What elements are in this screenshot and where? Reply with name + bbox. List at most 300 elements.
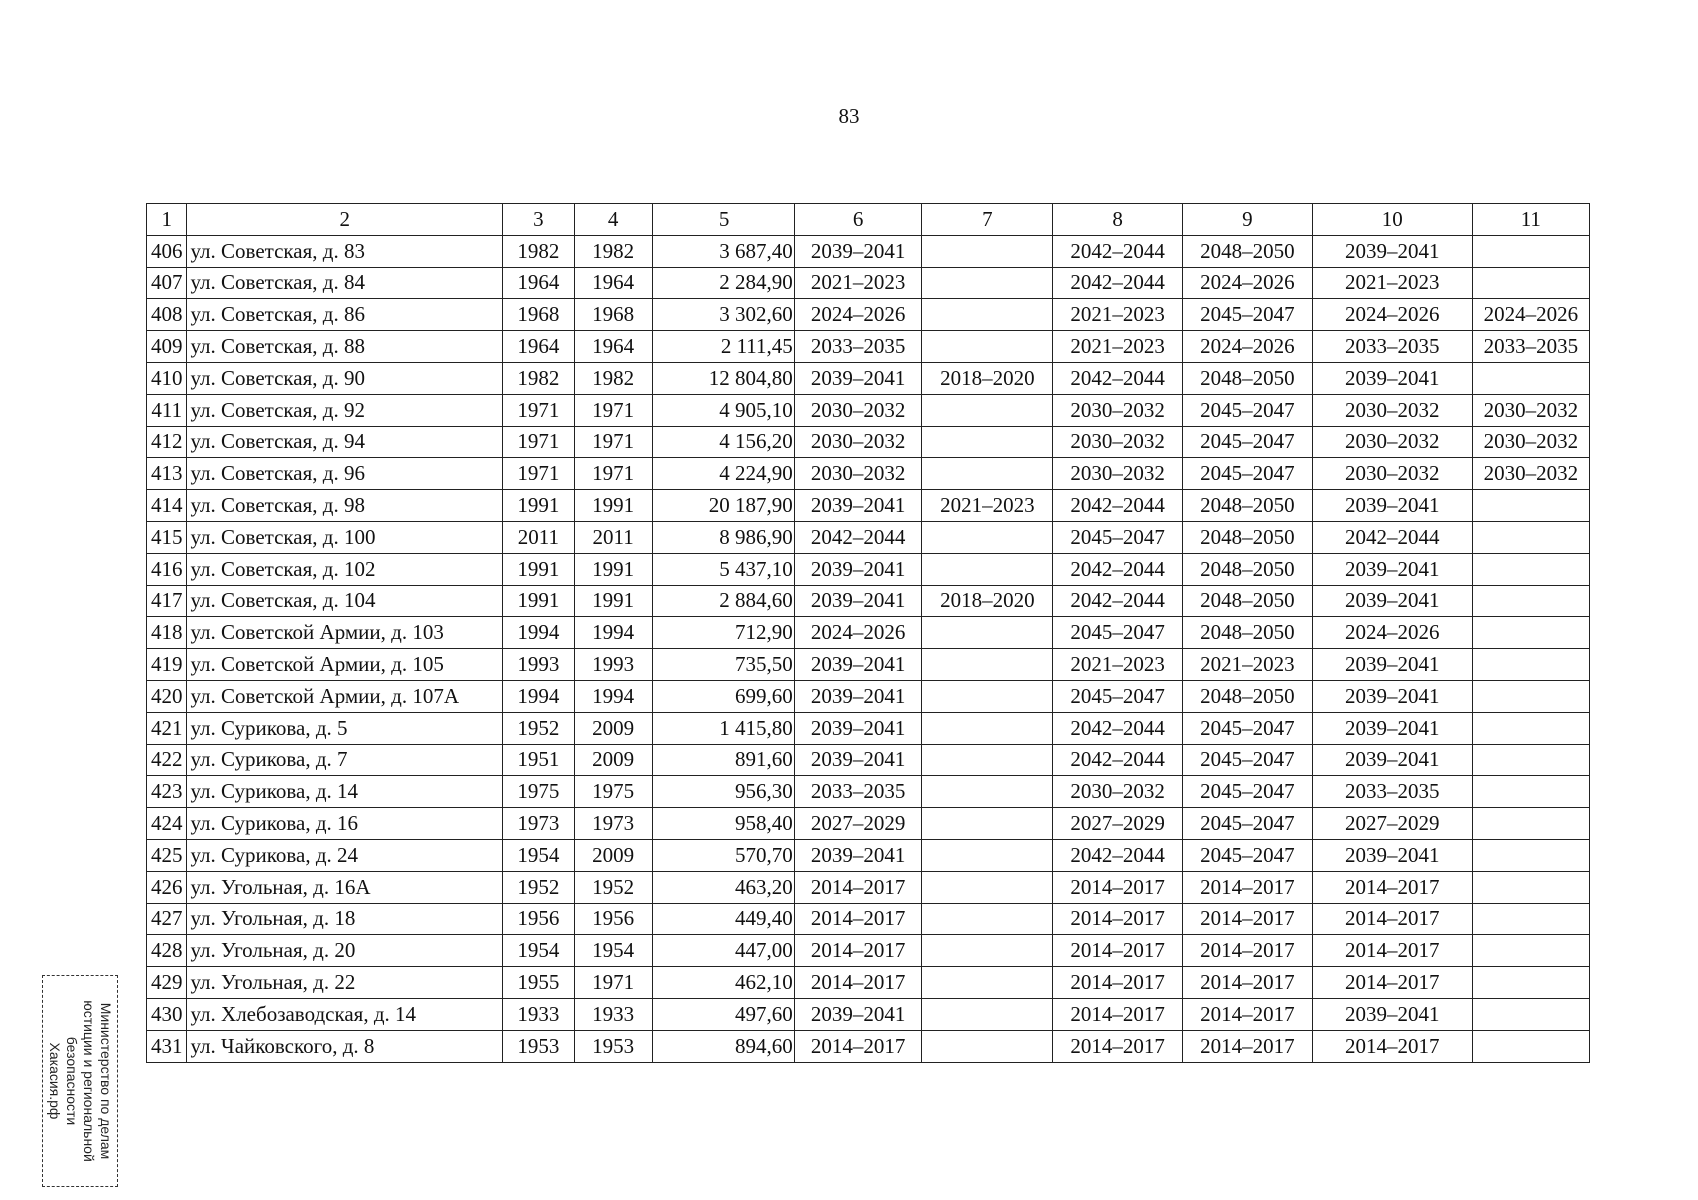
cell-period-col6: 2042–2044	[794, 521, 922, 553]
column-header: 8	[1053, 204, 1183, 236]
table-row	[147, 903, 1590, 935]
cell-row-number: 409	[147, 331, 187, 363]
cell-area: 2 884,60	[652, 585, 794, 617]
cell-period-col10: 2030–2032	[1312, 458, 1472, 490]
cell-period-col11	[1472, 967, 1589, 999]
cell-row-number: 407	[147, 267, 187, 299]
cell-period-col10: 2033–2035	[1312, 331, 1472, 363]
cell-period-col10: 2030–2032	[1312, 426, 1472, 458]
cell-row-number: 428	[147, 935, 187, 967]
cell-period-col11: 2030–2032	[1472, 426, 1589, 458]
cell-period-col9: 2014–2017	[1183, 935, 1313, 967]
cell-year-built: 1991	[503, 553, 575, 585]
cell-period-col11	[1472, 935, 1589, 967]
cell-year-renovated: 1975	[574, 776, 652, 808]
cell-period-col8: 2014–2017	[1053, 1030, 1183, 1062]
cell-year-renovated: 2009	[574, 712, 652, 744]
cell-period-col11	[1472, 267, 1589, 299]
stamp-line: безопасности	[64, 1036, 80, 1126]
cell-area: 2 111,45	[652, 331, 794, 363]
cell-period-col9: 2045–2047	[1183, 839, 1313, 871]
cell-year-built: 1993	[503, 649, 575, 681]
cell-period-col10: 2014–2017	[1312, 871, 1472, 903]
cell-year-renovated: 1956	[574, 903, 652, 935]
table-row	[147, 967, 1590, 999]
cell-period-col8: 2042–2044	[1053, 839, 1183, 871]
cell-period-col6: 2039–2041	[794, 585, 922, 617]
cell-area: 447,00	[652, 935, 794, 967]
cell-area: 3 687,40	[652, 235, 794, 267]
cell-period-col9: 2048–2050	[1183, 680, 1313, 712]
cell-period-col8: 2045–2047	[1053, 521, 1183, 553]
cell-period-col7	[922, 808, 1053, 840]
cell-year-built: 1954	[503, 935, 575, 967]
column-header: 6	[794, 204, 922, 236]
cell-period-col6: 2014–2017	[794, 1030, 922, 1062]
cell-period-col11: 2024–2026	[1472, 299, 1589, 331]
cell-year-built: 1994	[503, 617, 575, 649]
housing-register-table	[146, 203, 1590, 1063]
cell-address: ул. Сурикова, д. 7	[187, 744, 503, 776]
cell-period-col11	[1472, 235, 1589, 267]
cell-year-renovated: 1991	[574, 585, 652, 617]
table-row	[147, 617, 1590, 649]
cell-area: 894,60	[652, 1030, 794, 1062]
cell-address: ул. Советской Армии, д. 107А	[187, 680, 503, 712]
cell-row-number: 430	[147, 998, 187, 1030]
column-header: 11	[1472, 204, 1589, 236]
cell-area: 958,40	[652, 808, 794, 840]
cell-address: ул. Угольная, д. 20	[187, 935, 503, 967]
table-row	[147, 808, 1590, 840]
column-header: 9	[1183, 204, 1313, 236]
cell-year-built: 1956	[503, 903, 575, 935]
cell-period-col6: 2033–2035	[794, 776, 922, 808]
cell-address: ул. Сурикова, д. 14	[187, 776, 503, 808]
cell-period-col11: 2030–2032	[1472, 458, 1589, 490]
cell-period-col8: 2045–2047	[1053, 680, 1183, 712]
cell-area: 699,60	[652, 680, 794, 712]
cell-period-col11	[1472, 808, 1589, 840]
registry-stamp	[42, 975, 118, 1187]
table-row	[147, 744, 1590, 776]
cell-year-renovated: 1991	[574, 490, 652, 522]
cell-period-col9: 2014–2017	[1183, 998, 1313, 1030]
cell-address: ул. Сурикова, д. 5	[187, 712, 503, 744]
cell-period-col7	[922, 776, 1053, 808]
cell-address: ул. Советская, д. 102	[187, 553, 503, 585]
cell-period-col9: 2024–2026	[1183, 267, 1313, 299]
cell-address: ул. Угольная, д. 18	[187, 903, 503, 935]
cell-period-col10: 2014–2017	[1312, 967, 1472, 999]
page-number: 83	[838, 104, 860, 128]
cell-period-col9: 2014–2017	[1183, 967, 1313, 999]
cell-area: 2 284,90	[652, 267, 794, 299]
column-header: 5	[652, 204, 794, 236]
cell-period-col9: 2045–2047	[1183, 426, 1313, 458]
cell-year-built: 1971	[503, 426, 575, 458]
cell-period-col7	[922, 935, 1053, 967]
cell-row-number: 423	[147, 776, 187, 808]
cell-year-renovated: 1954	[574, 935, 652, 967]
cell-year-renovated: 1964	[574, 331, 652, 363]
cell-address: ул. Советская, д. 96	[187, 458, 503, 490]
cell-period-col7	[922, 426, 1053, 458]
cell-period-col6: 2014–2017	[794, 871, 922, 903]
cell-period-col11	[1472, 998, 1589, 1030]
cell-year-built: 1991	[503, 585, 575, 617]
cell-period-col7	[922, 967, 1053, 999]
cell-period-col6: 2014–2017	[794, 903, 922, 935]
cell-period-col6: 2039–2041	[794, 744, 922, 776]
cell-area: 735,50	[652, 649, 794, 681]
cell-address: ул. Советской Армии, д. 103	[187, 617, 503, 649]
cell-year-renovated: 1973	[574, 808, 652, 840]
cell-period-col11	[1472, 521, 1589, 553]
cell-period-col11	[1472, 649, 1589, 681]
cell-period-col6: 2039–2041	[794, 839, 922, 871]
cell-year-built: 1952	[503, 871, 575, 903]
cell-area: 463,20	[652, 871, 794, 903]
cell-period-col8: 2042–2044	[1053, 585, 1183, 617]
cell-year-renovated: 1993	[574, 649, 652, 681]
cell-year-built: 1982	[503, 362, 575, 394]
cell-period-col8: 2030–2032	[1053, 426, 1183, 458]
table-row	[147, 458, 1590, 490]
cell-period-col9: 2048–2050	[1183, 490, 1313, 522]
cell-address: ул. Советская, д. 92	[187, 394, 503, 426]
cell-period-col10: 2039–2041	[1312, 490, 1472, 522]
cell-row-number: 414	[147, 490, 187, 522]
cell-period-col7: 2018–2020	[922, 585, 1053, 617]
cell-year-renovated: 1971	[574, 394, 652, 426]
cell-period-col7	[922, 458, 1053, 490]
cell-row-number: 418	[147, 617, 187, 649]
cell-period-col7	[922, 680, 1053, 712]
cell-row-number: 406	[147, 235, 187, 267]
cell-period-col6: 2039–2041	[794, 490, 922, 522]
cell-period-col10: 2039–2041	[1312, 649, 1472, 681]
cell-period-col8: 2030–2032	[1053, 776, 1183, 808]
cell-year-renovated: 1982	[574, 235, 652, 267]
cell-period-col9: 2045–2047	[1183, 712, 1313, 744]
table-row	[147, 935, 1590, 967]
cell-address: ул. Советская, д. 88	[187, 331, 503, 363]
cell-row-number: 413	[147, 458, 187, 490]
table-row	[147, 776, 1590, 808]
cell-period-col8: 2042–2044	[1053, 235, 1183, 267]
cell-address: ул. Советская, д. 86	[187, 299, 503, 331]
cell-area: 4 224,90	[652, 458, 794, 490]
cell-row-number: 416	[147, 553, 187, 585]
table-row	[147, 712, 1590, 744]
cell-period-col9: 2045–2047	[1183, 808, 1313, 840]
cell-period-col10: 2039–2041	[1312, 744, 1472, 776]
cell-area: 1 415,80	[652, 712, 794, 744]
cell-period-col8: 2021–2023	[1053, 649, 1183, 681]
cell-period-col7	[922, 617, 1053, 649]
cell-period-col6: 2021–2023	[794, 267, 922, 299]
cell-address: ул. Советская, д. 100	[187, 521, 503, 553]
cell-period-col7	[922, 394, 1053, 426]
cell-address: ул. Советская, д. 90	[187, 362, 503, 394]
cell-period-col8: 2014–2017	[1053, 903, 1183, 935]
cell-year-built: 2011	[503, 521, 575, 553]
cell-period-col11	[1472, 903, 1589, 935]
cell-period-col11	[1472, 617, 1589, 649]
table-row	[147, 394, 1590, 426]
cell-period-col11: 2030–2032	[1472, 394, 1589, 426]
cell-year-renovated: 2009	[574, 744, 652, 776]
table-header-row	[147, 204, 1590, 236]
cell-period-col10: 2039–2041	[1312, 998, 1472, 1030]
cell-row-number: 408	[147, 299, 187, 331]
cell-area: 20 187,90	[652, 490, 794, 522]
cell-area: 462,10	[652, 967, 794, 999]
cell-period-col6: 2014–2017	[794, 967, 922, 999]
table-row	[147, 680, 1590, 712]
cell-period-col9: 2021–2023	[1183, 649, 1313, 681]
cell-period-col10: 2030–2032	[1312, 394, 1472, 426]
cell-period-col10: 2042–2044	[1312, 521, 1472, 553]
cell-period-col8: 2030–2032	[1053, 458, 1183, 490]
cell-period-col6: 2024–2026	[794, 299, 922, 331]
cell-period-col7	[922, 267, 1053, 299]
cell-period-col8: 2042–2044	[1053, 490, 1183, 522]
cell-period-col8: 2030–2032	[1053, 394, 1183, 426]
cell-address: ул. Советская, д. 98	[187, 490, 503, 522]
cell-period-col10: 2039–2041	[1312, 680, 1472, 712]
cell-row-number: 410	[147, 362, 187, 394]
cell-period-col11	[1472, 362, 1589, 394]
table-row	[147, 267, 1590, 299]
cell-period-col10: 2039–2041	[1312, 362, 1472, 394]
cell-area: 497,60	[652, 998, 794, 1030]
cell-period-col9: 2048–2050	[1183, 585, 1313, 617]
cell-period-col10: 2021–2023	[1312, 267, 1472, 299]
cell-address: ул. Сурикова, д. 16	[187, 808, 503, 840]
cell-period-col6: 2039–2041	[794, 553, 922, 585]
cell-period-col10: 2024–2026	[1312, 299, 1472, 331]
cell-year-built: 1971	[503, 458, 575, 490]
cell-period-col8: 2021–2023	[1053, 331, 1183, 363]
cell-period-col11	[1472, 680, 1589, 712]
cell-period-col8: 2014–2017	[1053, 967, 1183, 999]
cell-period-col6: 2033–2035	[794, 331, 922, 363]
cell-period-col9: 2014–2017	[1183, 903, 1313, 935]
cell-period-col7	[922, 299, 1053, 331]
cell-period-col10: 2027–2029	[1312, 808, 1472, 840]
cell-address: ул. Угольная, д. 22	[187, 967, 503, 999]
cell-period-col10: 2039–2041	[1312, 235, 1472, 267]
cell-period-col10: 2014–2017	[1312, 903, 1472, 935]
cell-address: ул. Чайковского, д. 8	[187, 1030, 503, 1062]
cell-period-col9: 2048–2050	[1183, 521, 1313, 553]
cell-year-renovated: 2011	[574, 521, 652, 553]
cell-year-built: 1975	[503, 776, 575, 808]
table-row	[147, 649, 1590, 681]
cell-period-col6: 2030–2032	[794, 458, 922, 490]
cell-year-renovated: 1971	[574, 967, 652, 999]
cell-year-built: 1933	[503, 998, 575, 1030]
cell-period-col9: 2045–2047	[1183, 299, 1313, 331]
table-row	[147, 331, 1590, 363]
cell-year-built: 1955	[503, 967, 575, 999]
cell-period-col11	[1472, 553, 1589, 585]
cell-year-renovated: 1933	[574, 998, 652, 1030]
cell-period-col10: 2014–2017	[1312, 1030, 1472, 1062]
table-row	[147, 426, 1590, 458]
cell-period-col11	[1472, 490, 1589, 522]
cell-period-col6: 2039–2041	[794, 649, 922, 681]
cell-address: ул. Советская, д. 84	[187, 267, 503, 299]
cell-period-col8: 2042–2044	[1053, 744, 1183, 776]
cell-address: ул. Сурикова, д. 24	[187, 839, 503, 871]
cell-address: ул. Советская, д. 104	[187, 585, 503, 617]
cell-address: ул. Советская, д. 83	[187, 235, 503, 267]
cell-year-built: 1982	[503, 235, 575, 267]
cell-year-renovated: 1953	[574, 1030, 652, 1062]
stamp-line: Министерство по делам	[98, 1002, 114, 1160]
cell-year-built: 1971	[503, 394, 575, 426]
cell-area: 891,60	[652, 744, 794, 776]
cell-period-col11: 2033–2035	[1472, 331, 1589, 363]
cell-period-col11	[1472, 839, 1589, 871]
cell-period-col6: 2039–2041	[794, 712, 922, 744]
cell-year-built: 1973	[503, 808, 575, 840]
cell-row-number: 417	[147, 585, 187, 617]
cell-row-number: 424	[147, 808, 187, 840]
cell-area: 5 437,10	[652, 553, 794, 585]
table-row	[147, 299, 1590, 331]
cell-row-number: 421	[147, 712, 187, 744]
cell-period-col10: 2014–2017	[1312, 935, 1472, 967]
column-header: 7	[922, 204, 1053, 236]
cell-period-col8: 2014–2017	[1053, 871, 1183, 903]
cell-period-col8: 2014–2017	[1053, 935, 1183, 967]
table-row	[147, 553, 1590, 585]
cell-period-col10: 2024–2026	[1312, 617, 1472, 649]
stamp-line: Хакасия.рф	[47, 1042, 63, 1120]
cell-period-col11	[1472, 776, 1589, 808]
cell-area: 8 986,90	[652, 521, 794, 553]
cell-year-renovated: 1991	[574, 553, 652, 585]
cell-period-col11	[1472, 585, 1589, 617]
cell-year-renovated: 1968	[574, 299, 652, 331]
cell-period-col9: 2048–2050	[1183, 617, 1313, 649]
cell-period-col7	[922, 649, 1053, 681]
cell-row-number: 419	[147, 649, 187, 681]
cell-row-number: 412	[147, 426, 187, 458]
cell-row-number: 411	[147, 394, 187, 426]
table-row	[147, 871, 1590, 903]
cell-period-col10: 2033–2035	[1312, 776, 1472, 808]
cell-area: 712,90	[652, 617, 794, 649]
cell-period-col9: 2014–2017	[1183, 871, 1313, 903]
table-row	[147, 490, 1590, 522]
cell-period-col9: 2045–2047	[1183, 458, 1313, 490]
cell-period-col7	[922, 871, 1053, 903]
cell-period-col11	[1472, 871, 1589, 903]
cell-period-col8: 2027–2029	[1053, 808, 1183, 840]
cell-period-col10: 2039–2041	[1312, 839, 1472, 871]
cell-year-renovated: 1994	[574, 617, 652, 649]
cell-period-col6: 2039–2041	[794, 362, 922, 394]
cell-address: ул. Угольная, д. 16А	[187, 871, 503, 903]
cell-period-col8: 2042–2044	[1053, 267, 1183, 299]
cell-year-renovated: 1982	[574, 362, 652, 394]
cell-year-built: 1952	[503, 712, 575, 744]
column-header: 1	[147, 204, 187, 236]
cell-period-col9: 2024–2026	[1183, 331, 1313, 363]
cell-year-renovated: 1971	[574, 458, 652, 490]
cell-year-renovated: 1971	[574, 426, 652, 458]
cell-period-col7	[922, 331, 1053, 363]
cell-period-col6: 2027–2029	[794, 808, 922, 840]
cell-period-col9: 2014–2017	[1183, 1030, 1313, 1062]
cell-period-col9: 2045–2047	[1183, 744, 1313, 776]
cell-period-col6: 2030–2032	[794, 426, 922, 458]
column-header: 2	[187, 204, 503, 236]
cell-period-col10: 2039–2041	[1312, 712, 1472, 744]
cell-year-renovated: 2009	[574, 839, 652, 871]
cell-period-col8: 2045–2047	[1053, 617, 1183, 649]
table-row	[147, 521, 1590, 553]
cell-area: 3 302,60	[652, 299, 794, 331]
cell-year-renovated: 1994	[574, 680, 652, 712]
cell-period-col9: 2045–2047	[1183, 394, 1313, 426]
cell-period-col10: 2039–2041	[1312, 553, 1472, 585]
cell-row-number: 425	[147, 839, 187, 871]
cell-address: ул. Советской Армии, д. 105	[187, 649, 503, 681]
table-row	[147, 1030, 1590, 1062]
cell-period-col7: 2018–2020	[922, 362, 1053, 394]
cell-row-number: 426	[147, 871, 187, 903]
cell-period-col11	[1472, 1030, 1589, 1062]
cell-period-col8: 2021–2023	[1053, 299, 1183, 331]
cell-area: 449,40	[652, 903, 794, 935]
cell-year-built: 1968	[503, 299, 575, 331]
table-row	[147, 362, 1590, 394]
cell-year-built: 1991	[503, 490, 575, 522]
cell-row-number: 431	[147, 1030, 187, 1062]
cell-period-col9: 2045–2047	[1183, 776, 1313, 808]
cell-period-col8: 2042–2044	[1053, 553, 1183, 585]
cell-year-built: 1953	[503, 1030, 575, 1062]
cell-row-number: 429	[147, 967, 187, 999]
stamp-line: юстиции и региональной	[81, 1000, 97, 1162]
cell-period-col7	[922, 521, 1053, 553]
cell-row-number: 420	[147, 680, 187, 712]
cell-year-built: 1964	[503, 267, 575, 299]
cell-area: 956,30	[652, 776, 794, 808]
cell-year-built: 1964	[503, 331, 575, 363]
cell-year-built: 1951	[503, 744, 575, 776]
cell-area: 570,70	[652, 839, 794, 871]
cell-period-col7	[922, 998, 1053, 1030]
column-header: 4	[574, 204, 652, 236]
cell-period-col7	[922, 712, 1053, 744]
cell-address: ул. Советская, д. 94	[187, 426, 503, 458]
column-header: 10	[1312, 204, 1472, 236]
cell-period-col11	[1472, 744, 1589, 776]
cell-row-number: 427	[147, 903, 187, 935]
table-row	[147, 585, 1590, 617]
cell-period-col7	[922, 235, 1053, 267]
cell-address: ул. Хлебозаводская, д. 14	[187, 998, 503, 1030]
cell-period-col7	[922, 1030, 1053, 1062]
cell-row-number: 422	[147, 744, 187, 776]
